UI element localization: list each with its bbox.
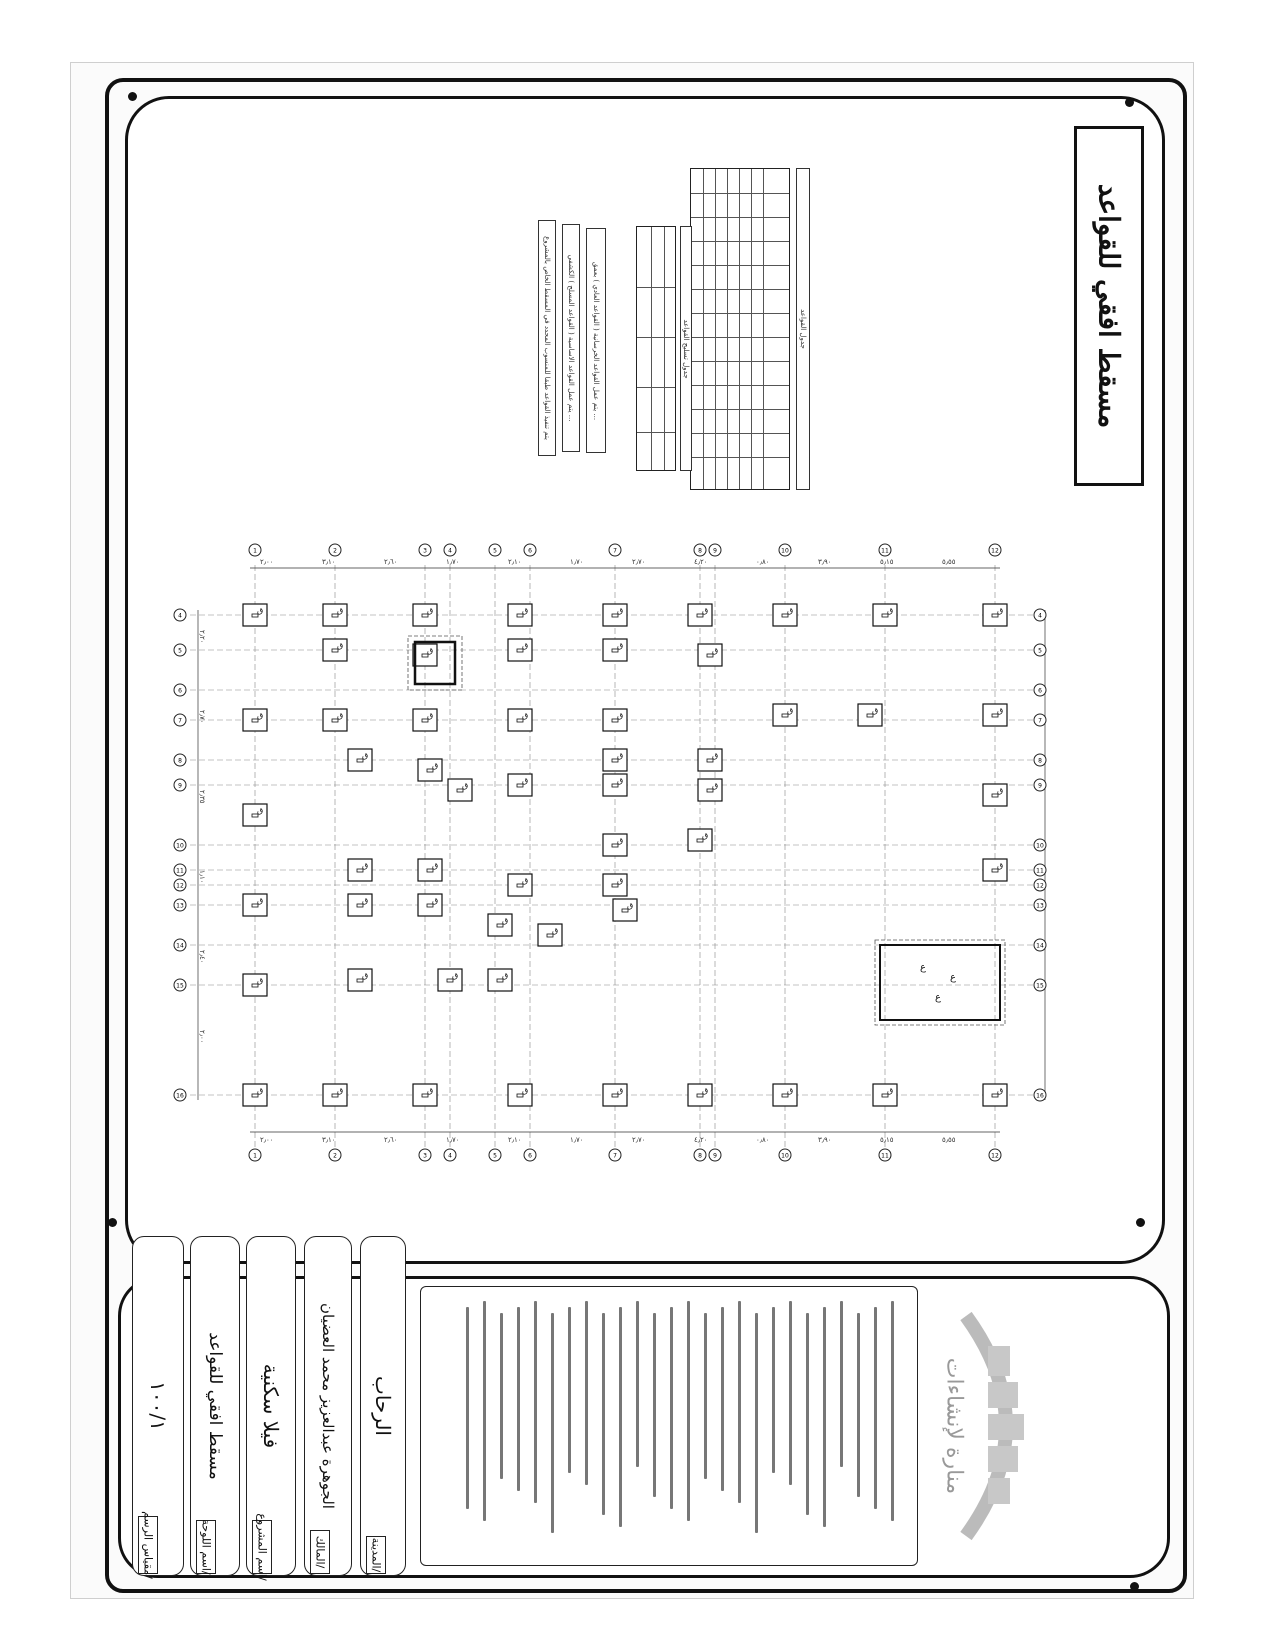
- footing-label: ق: [462, 781, 469, 790]
- grid-bubble-label: 8: [698, 1152, 702, 1160]
- grid-bubble-label: 14: [176, 942, 184, 950]
- dimension-label: ٢٫١٠: [508, 558, 522, 566]
- footing-label: ق: [257, 896, 264, 905]
- note-box-2: [562, 224, 580, 452]
- footing-label: ق: [337, 606, 344, 615]
- footing-label: ق: [887, 1086, 894, 1095]
- footing-label: ق: [337, 1086, 344, 1095]
- note-text-line: [551, 1313, 554, 1533]
- drawing-value: مسقط افقي للقواعد: [205, 1332, 225, 1480]
- pit-label: ع: [920, 962, 926, 973]
- grid-bubble-label: 8: [178, 757, 182, 765]
- note-2: يتم عمل القواعد الاساسية ( القواعد المسلح ) الكشفي ...: [567, 254, 575, 422]
- grid-bubble-label: 4: [178, 612, 182, 620]
- footing-label: ق: [257, 606, 264, 615]
- dimension-label: ٣٫١٠: [322, 558, 336, 566]
- note-text-line: [806, 1313, 809, 1515]
- note-text-line: [585, 1301, 588, 1485]
- footing-label: ق: [362, 751, 369, 760]
- footing-label: ق: [522, 711, 529, 720]
- footing-label: ق: [502, 971, 509, 980]
- owner-field: [304, 1236, 352, 1576]
- grid-bubble-label: 1: [253, 1152, 257, 1160]
- footing-label: ق: [432, 896, 439, 905]
- grid-bubble-label: 12: [176, 882, 184, 890]
- grid-bubble-label: 11: [881, 1152, 889, 1160]
- grid-bubble-label: 3: [423, 1152, 427, 1160]
- corner-dot: [1136, 1218, 1145, 1227]
- note-text-line: [772, 1307, 775, 1473]
- footing-label: ق: [337, 711, 344, 720]
- grid-bubble-label: 3: [423, 547, 427, 555]
- footing-label: ق: [617, 751, 624, 760]
- note-text-line: [483, 1301, 486, 1521]
- footing-label: ق: [427, 606, 434, 615]
- grid-bubble-label: 10: [176, 842, 184, 850]
- grid-bubble-label: 5: [178, 647, 182, 655]
- note-box-1: [586, 228, 606, 453]
- footing-label: ق: [712, 781, 719, 790]
- grid-bubble-label: 5: [493, 1152, 497, 1160]
- pit-label: ع: [935, 992, 941, 1003]
- footing-label: ق: [257, 976, 264, 985]
- corner-dot: [1130, 1582, 1139, 1591]
- footing-label: ق: [257, 1086, 264, 1095]
- footing-label: ق: [872, 706, 879, 715]
- scale-label: مقياس الرسم/: [141, 1511, 155, 1579]
- dimension-label: ٢٫٠٠: [260, 558, 274, 566]
- note-text-line: [857, 1313, 860, 1497]
- grid-bubble-label: 4: [1038, 612, 1042, 620]
- owner-value: الجوهرة عبدالعزيز محمد العضيان: [319, 1303, 337, 1509]
- grid-bubble-label: 9: [178, 782, 182, 790]
- note-text-line: [823, 1307, 826, 1527]
- sheet-title-box: [1074, 126, 1144, 486]
- dimension-label: ٢٫٢٠: [198, 630, 206, 644]
- dimension-label: ٢٫٧٠: [632, 558, 646, 566]
- footing-label: ق: [502, 916, 509, 925]
- scale-value: ١٠٠/١: [146, 1381, 170, 1431]
- grid-bubble-label: 9: [713, 1152, 717, 1160]
- schedule-title: جدول القواعد: [799, 309, 807, 349]
- grid-bubble-label: 12: [991, 1152, 999, 1160]
- note-text-line: [721, 1307, 724, 1491]
- footing-label: ق: [702, 606, 709, 615]
- note-text-line: [653, 1313, 656, 1497]
- dimension-label: ٢٫٠٠: [260, 1136, 274, 1144]
- dimension-label: ٢٫٦٠: [384, 558, 398, 566]
- footing-label: ق: [427, 1086, 434, 1095]
- dimension-label: ٠٫٨٠: [756, 558, 770, 566]
- footing-label: ق: [997, 1086, 1004, 1095]
- dimension-label: ١٫٧٠: [446, 558, 460, 566]
- dimension-label: ١٫٧٠: [446, 1136, 460, 1144]
- dimension-label: ٣٫٩٠: [818, 1136, 832, 1144]
- reinforcement-title-strip: [680, 226, 692, 471]
- project-value: فيلا سكنية: [259, 1363, 283, 1449]
- dimension-label: ٤٫٢٠: [694, 1136, 708, 1144]
- pit-label: ع: [950, 972, 956, 983]
- city-label: المدينة/: [369, 1537, 383, 1573]
- footing-label: ق: [257, 806, 264, 815]
- footing-label: ق: [522, 606, 529, 615]
- grid-bubble-label: 4: [448, 547, 452, 555]
- corner-dot: [108, 1218, 117, 1227]
- footing-label: ق: [617, 711, 624, 720]
- note-text-line: [789, 1301, 792, 1485]
- corner-dot: [128, 92, 137, 101]
- grid-bubble-label: 7: [1038, 717, 1042, 725]
- grid-bubble-label: 6: [528, 547, 532, 555]
- footing-label: ق: [617, 606, 624, 615]
- dimension-label: ٢٫٤٠: [198, 950, 206, 964]
- footing-label: ق: [522, 1086, 529, 1095]
- grid-bubble-label: 15: [176, 982, 184, 990]
- dimension-label: ٥٫١٥: [880, 558, 894, 566]
- city-value: الرحاب: [371, 1376, 395, 1436]
- footing-label: ق: [432, 761, 439, 770]
- scale-label-box: [138, 1511, 158, 1579]
- footing-schedule-table: [690, 168, 790, 490]
- drawing-label-box: [196, 1520, 216, 1574]
- note-text-line: [687, 1301, 690, 1521]
- grid-bubble-label: 6: [528, 1152, 532, 1160]
- footing-label: ق: [787, 606, 794, 615]
- structural-notes-panel: [420, 1286, 918, 1566]
- note-1: يتم عمل القواعد الخرسانية ( القواعد العادي ) بعمق ...: [592, 261, 600, 420]
- grid-bubble-label: 12: [1036, 882, 1044, 890]
- dimension-label: ٥٫١٥: [880, 1136, 894, 1144]
- grid-bubble-label: 4: [448, 1152, 452, 1160]
- grid-bubble-label: 15: [1036, 982, 1044, 990]
- footing-label: ق: [432, 861, 439, 870]
- grid-bubble-label: 9: [713, 547, 717, 555]
- note-text-line: [874, 1307, 877, 1509]
- footing-label: ق: [427, 711, 434, 720]
- grid-bubble-label: 7: [178, 717, 182, 725]
- note-text-line: [534, 1301, 537, 1503]
- footing-label: ق: [997, 706, 1004, 715]
- footing-label: ق: [702, 831, 709, 840]
- grid-bubble-label: 8: [1038, 757, 1042, 765]
- grid-bubble-label: 11: [1036, 867, 1044, 875]
- grid-bubble-label: 2: [333, 547, 337, 555]
- grid-bubble-label: 13: [1036, 902, 1044, 910]
- foundation-plan: [160, 530, 1060, 1190]
- elevator-pit: [880, 945, 1000, 1020]
- footing-label: ق: [362, 861, 369, 870]
- reinforcement-table: [636, 226, 676, 471]
- grid-bubble-label: 6: [178, 687, 182, 695]
- footing-label: ق: [787, 706, 794, 715]
- sheet-title: مسقط افقي للقواعد: [1092, 183, 1126, 429]
- footing-label: ق: [997, 786, 1004, 795]
- dimension-label: ٤٫٢٠: [694, 558, 708, 566]
- note-box-3: [538, 220, 556, 456]
- footing-label: ق: [887, 606, 894, 615]
- reinforcement-table-title: جدول تسليح القواعد: [682, 318, 690, 379]
- note-text-line: [517, 1307, 520, 1491]
- owner-label-box: [310, 1530, 330, 1574]
- dimension-label: ٢٫١٠: [508, 1136, 522, 1144]
- note-text-line: [755, 1313, 758, 1533]
- footing-label: ق: [997, 861, 1004, 870]
- dimension-label: ٢٫٠٠: [198, 1030, 206, 1044]
- grid-bubble-label: 12: [991, 547, 999, 555]
- grid-bubble-label: 9: [1038, 782, 1042, 790]
- footing-label: ق: [452, 971, 459, 980]
- note-text-line: [500, 1313, 503, 1479]
- note-text-line: [840, 1301, 843, 1467]
- dimension-label: ٢٫٧٠: [632, 1136, 646, 1144]
- grid-bubble-label: 14: [1036, 942, 1044, 950]
- footing-label: ق: [617, 776, 624, 785]
- note-text-line: [670, 1307, 673, 1509]
- grid-bubble-label: 11: [881, 547, 889, 555]
- note-text-line: [738, 1301, 741, 1503]
- footing-label: ق: [552, 926, 559, 935]
- footing-label: ق: [362, 971, 369, 980]
- footing-label: ق: [337, 641, 344, 650]
- footing-label: ق: [427, 646, 434, 655]
- project-label: اسم المشروع/: [255, 1513, 269, 1581]
- dimension-label: ٥٫٥٥: [942, 558, 956, 566]
- grid-bubble-label: 1: [253, 547, 257, 555]
- footing-label: ق: [522, 876, 529, 885]
- footing-label: ق: [627, 901, 634, 910]
- footing-label: ق: [787, 1086, 794, 1095]
- grid-bubble-label: 6: [1038, 687, 1042, 695]
- note-3: يتم تنفيذ القواعد طبقا للمنسوب المحدد في المسقط الخاص بالمشروع: [543, 236, 551, 440]
- city-field: [360, 1236, 406, 1576]
- footing-label: ق: [617, 641, 624, 650]
- grid-bubble-label: 7: [613, 1152, 617, 1160]
- grid-bubble-label: 11: [176, 867, 184, 875]
- footing-label: ق: [522, 776, 529, 785]
- dimension-label: ٣٫٩٠: [818, 558, 832, 566]
- dimension-label: ١٫٧٠: [570, 558, 584, 566]
- grid-bubble-label: 5: [493, 547, 497, 555]
- dimension-label: ٢٫٧٠: [198, 710, 206, 724]
- schedule-title-strip: [796, 168, 810, 490]
- grid-bubble-label: 10: [781, 1152, 789, 1160]
- grid-bubble-label: 13: [176, 902, 184, 910]
- dimension-label: ٠٫٨٠: [756, 1136, 770, 1144]
- note-text-line: [602, 1313, 605, 1515]
- footing-label: ق: [617, 836, 624, 845]
- dimension-label: ١٫١٠: [198, 870, 206, 884]
- owner-label: المالك/: [313, 1535, 327, 1569]
- grid-bubble-label: 10: [1036, 842, 1044, 850]
- city-label-box: [366, 1536, 386, 1574]
- note-text-line: [891, 1301, 894, 1521]
- drawing-label: اسم اللوحة/: [199, 1519, 213, 1575]
- note-text-line: [704, 1313, 707, 1479]
- company-name: منارة لإنشاءات: [941, 1357, 967, 1495]
- grid-bubble-label: 7: [613, 547, 617, 555]
- grid-bubble-label: 16: [1036, 1092, 1044, 1100]
- footing-label: ق: [522, 641, 529, 650]
- footing-label: ق: [997, 606, 1004, 615]
- corner-dot: [1125, 98, 1134, 107]
- grid-bubble-label: 2: [333, 1152, 337, 1160]
- footing-label: ق: [712, 751, 719, 760]
- footing-label: ق: [712, 646, 719, 655]
- grid-bubble-label: 16: [176, 1092, 184, 1100]
- grid-bubble-label: 5: [1038, 647, 1042, 655]
- dimension-label: ٢٫٣٥: [198, 790, 206, 804]
- dimension-label: ٢٫٦٠: [384, 1136, 398, 1144]
- grid-bubble-label: 10: [781, 547, 789, 555]
- project-label-box: [252, 1513, 272, 1581]
- company-logo: [926, 1286, 1102, 1566]
- note-text-line: [636, 1301, 639, 1467]
- footing-label: ق: [362, 896, 369, 905]
- footing-label: ق: [617, 876, 624, 885]
- elevator-pit-outline: [875, 940, 1005, 1025]
- dimension-label: ٥٫٥٥: [942, 1136, 956, 1144]
- note-text-line: [466, 1307, 469, 1509]
- footing-label: ق: [257, 711, 264, 720]
- dimension-label: ١٫٧٠: [570, 1136, 584, 1144]
- note-text-line: [568, 1307, 571, 1473]
- note-text-line: [619, 1307, 622, 1527]
- grid-bubble-label: 8: [698, 547, 702, 555]
- footing-label: ق: [617, 1086, 624, 1095]
- footing-label: ق: [702, 1086, 709, 1095]
- dimension-label: ٣٫١٠: [322, 1136, 336, 1144]
